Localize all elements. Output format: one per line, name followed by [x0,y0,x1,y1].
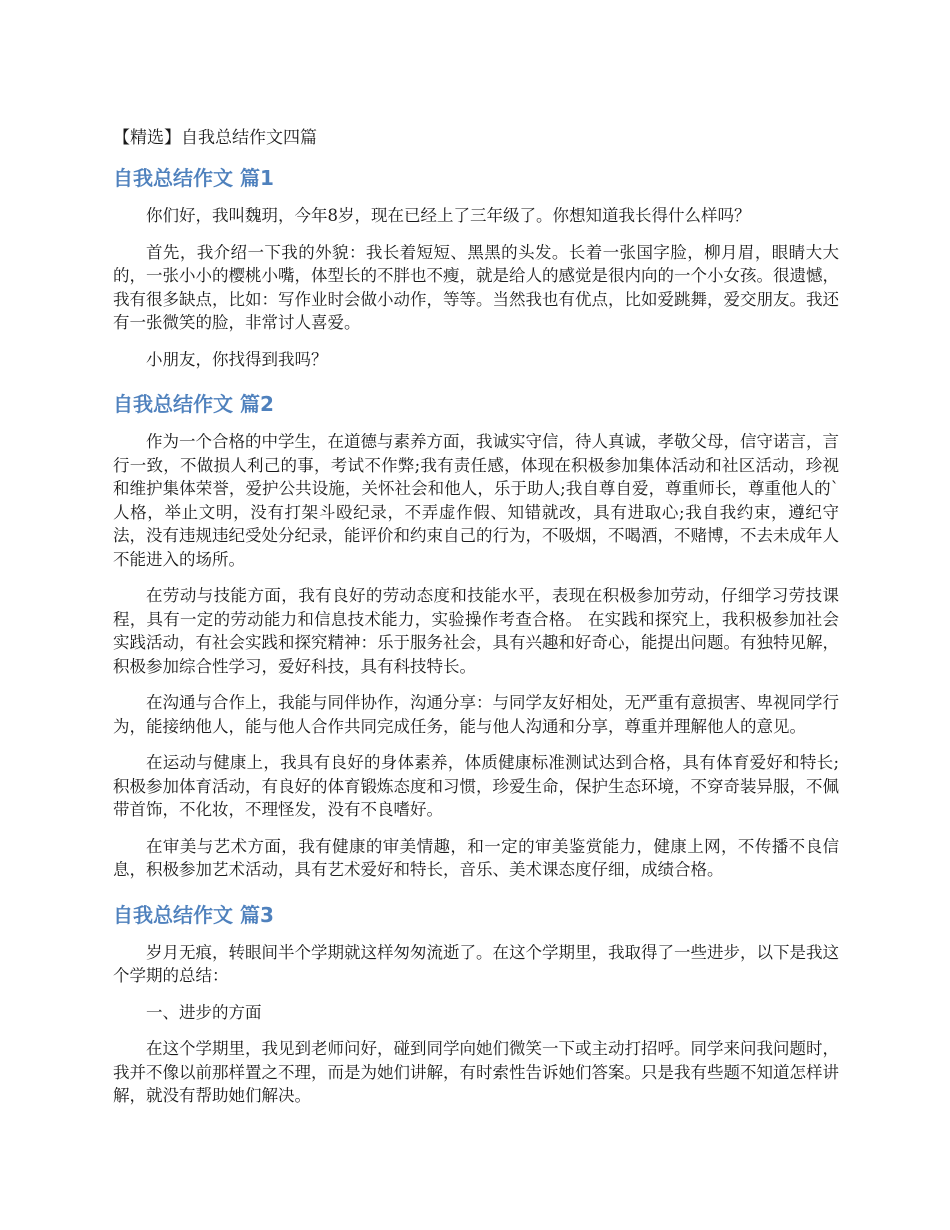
section-1 [113,158,839,371]
paragraph: 小朋友，你找得到我吗？ [146,349,328,369]
section-heading: 自我总结作文 篇3 [113,902,274,927]
section-3 [113,895,839,1108]
section-heading: 自我总结作文 篇2 [113,392,274,416]
paragraph: 一、进步的方面 [146,1002,262,1022]
section-heading: 自我总结作文 篇1 [113,166,274,190]
document-title: 【精选】自我总结作文四篇 [113,128,317,148]
paragraph: 在这个学期里，我见到老师问好，碰到同学向她们微笑一下或主动打招呼。同学来问我问题时，我并不像以前那样置之不理，而是为她们讲解，有时索性告诉她们答案。只是我有些题不知道怎样讲解，就没有帮助她们解决。 [113,1039,839,1105]
paragraph: 在沟通与合作上，我能与同伴协作，沟通分享：与同学友好相处，无严重有意损害、卑视同学行为，能接纳他人，能与他人合作共同完成任务，能与他人沟通和分享，尊重并理解他人的意见。 [113,693,839,736]
document-page [113,118,839,1121]
paragraph: 在审美与艺术方面，我有健康的审美情趣，和一定的审美鉴赏能力，健康上网，不传播不良信息，积极参加艺术活动，具有艺术爱好和特长，音乐、美术课态度仔细，成绩合格。 [113,836,839,879]
paragraph: 作为一个合格的中学生，在道德与素养方面，我诚实守信，待人真诚，孝敬父母，信守诺言，言行一致，不做损人利己的事，考试不作弊;我有责任感，体现在积极参加集体活动和社区活动，珍视和维护集体荣誉，爱护公共设施，关怀社会和他人，乐于助人;我自尊自爱，尊重师长，尊重他人的`人格，举止文明，没有打架斗殴纪录，不弄虚作假、知错就改，具有进取心;我自我约束，遵纪守法，没有违规违纪受处分纪录，能评价和约束自己的行为，不吸烟，不喝酒，不赌博，不去未成年人不能进入的场所。 [113,432,839,569]
section-2 [113,384,839,882]
paragraph: 你们好，我叫魏玥，今年8岁，现在已经上了三年级了。你想知道我长得什么样吗？ [146,206,751,225]
paragraph: 岁月无痕，转眼间半个学期就这样匆匆流逝了。在这个学期里，我取得了一些进步，以下是我这个学期的总结： [113,942,839,985]
paragraph: 在劳动与技能方面，我有良好的劳动态度和技能水平，表现在积极参加劳动，仔细学习劳技课程，具有一定的劳动能力和信息技术能力，实验操作考查合格。 在实践和探究上，我积极参加社会实践活动，有社会实践和探究精神：乐于服务社会，具有兴趣和好奇心，能提出问题。有独特见解，积极参加综合性学习，爱好科技，具有科技特长。 [113,586,839,676]
paragraph: 首先，我介绍一下我的外貌：我长着短短、黑黑的头发。长着一张国字脸，柳月眉，眼睛大大的，一张小小的樱桃小嘴，体型长的不胖也不瘦，就是给人的感觉是很内向的一个小女孩。很遗憾，我有很多缺点，比如：写作业时会做小动作，等等。当然我也有优点，比如爱跳舞，爱交朋友。我还有一张微笑的脸，非常讨人喜爱。 [113,242,839,332]
paragraph: 在运动与健康上，我具有良好的身体素养，体质健康标准测试达到合格，具有体育爱好和特长;积极参加体育活动，有良好的体育锻炼态度和习惯，珍爱生命，保护生态环境，不穿奇装异服，不佩带首饰，不化妆，不理怪发，没有不良嗜好。 [113,753,839,819]
